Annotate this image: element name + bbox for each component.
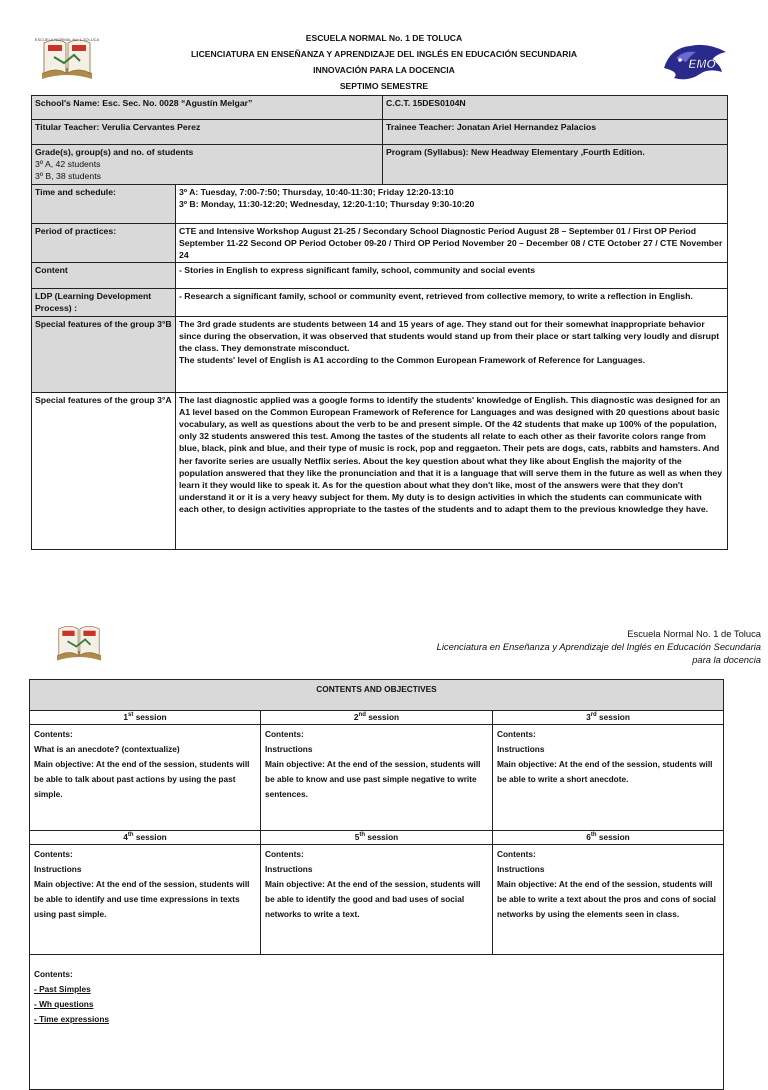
session-1-header: 1st session — [30, 711, 261, 725]
session-4-contents-label: Contents: — [34, 849, 73, 859]
contents-objectives-title: CONTENTS AND OBJECTIVES — [30, 680, 724, 711]
session-4-header: 4th session — [30, 831, 261, 845]
time-3b: 3º B: Monday, 11:30-12:20; Wednesday, 12:20-1:10; Thursday 9:30-10:20 — [179, 198, 475, 209]
emblem-text: EMO — [688, 57, 716, 71]
session-6-objective: Main objective: At the end of the session, students will be able to write a text about the pros and cons of social networks by using the elements seen in class. — [497, 879, 716, 919]
session-2-contents: Instructions — [265, 744, 313, 754]
trainee-teacher-cell: Trainee Teacher: Jonatan Ariel Hernandez Palacios — [383, 120, 728, 145]
features-3b-paragraph-1: The 3rd grade students are students between 14 and 15 years of age. They stand out for their somewhat inappropriate behavior since during the observation, it was observed that students would stand up from their place or start talking very loudly and disrupt the class. They demonstrate misconduct. — [179, 318, 720, 354]
session-3-objective: Main objective: At the end of the session, students will be able to write a short anecdote. — [497, 759, 713, 784]
school-info-table — [31, 95, 728, 550]
features-3b-paragraph-2: The students' level of English is A1 according to the Common European Framework of Reference for Languages. — [179, 355, 646, 366]
program-cell: Program (Syllabus): New Headway Elementary ,Fourth Edition. — [383, 145, 728, 185]
session-1-body — [30, 725, 261, 831]
cct-cell: C.C.T. 15DES0104N — [383, 96, 728, 120]
session-6-contents-label: Contents: — [497, 849, 536, 859]
session-3-body — [493, 725, 724, 831]
time-cell — [176, 184, 728, 223]
period-value: CTE and Intensive Workshop August 21-25 / Secondary School Diagnostic Period August 28 – September 01 / First OP Period September 11-22 Second OP Period October 09-20 / Third OP Period November 20 – December 08 / CTE October 27 / CTE November 24 — [176, 223, 728, 263]
page2-header-line-3: para la docencia — [692, 654, 761, 665]
contents-item-wh-questions: - Wh questions — [34, 999, 94, 1009]
header-line-2: LICENCIATURA EN ENSEÑANZA Y APRENDIZAJE DEL INGLÉS EN EDUCACIÓN SECUNDARIA — [190, 49, 578, 59]
header-line-4: SEPTIMO SEMESTRE — [339, 81, 429, 91]
features-3b-label: Special features of the group 3°B — [32, 316, 176, 392]
logo-text: ESCUELA NORMAL No. 1 TOLUCA — [34, 37, 100, 42]
grades-cell — [32, 145, 383, 185]
session-5-contents-label: Contents: — [265, 849, 304, 859]
session-3-contents: Instructions — [497, 744, 545, 754]
page1-header — [0, 30, 768, 94]
session-4-body — [30, 845, 261, 955]
session-4-contents: Instructions — [34, 864, 82, 874]
general-contents-label: Contents: — [34, 969, 73, 979]
session-1-contents: What is an anecdote? (contextualize) — [34, 744, 180, 754]
session-2-header: 2nd session — [261, 711, 493, 725]
grade-b: 3º B, 38 students — [35, 171, 101, 182]
session-2-objective: Main objective: At the end of the session, students will be able to know and use past simple negative to write sentences. — [265, 759, 481, 799]
ldp-value: - Research a significant family, school or community event, retrieved from collective memory, to write a reflection in English. — [176, 289, 728, 316]
school-name-cell: School's Name: Esc. Sec. No. 0028 “Agustín Melgar” — [32, 96, 383, 120]
session-1-objective: Main objective: At the end of the session, students will be able to talk about past actions by using the past simple. — [34, 759, 250, 799]
session-1-contents-label: Contents: — [34, 729, 73, 739]
grades-label: Grade(s), group(s) and no. of students — [35, 147, 194, 157]
content-value: - Stories in English to express significant family, school, community and social events — [176, 263, 728, 289]
session-5-objective: Main objective: At the end of the session, students will be able to identify the good and bad uses of social networks to write a text. — [265, 879, 481, 919]
header-line-3: INNOVACIÓN PARA LA DOCENCIA — [313, 65, 455, 75]
contents-objectives-table — [29, 679, 724, 1090]
header-line-1: ESCUELA NORMAL No. 1 DE TOLUCA — [305, 33, 463, 43]
session-4-objective: Main objective: At the end of the session, students will be able to identify and use time expressions in texts using past simple. — [34, 879, 250, 919]
session-6-header: 6th session — [493, 831, 724, 845]
session-3-contents-label: Contents: — [497, 729, 536, 739]
session-6-contents: Instructions — [497, 864, 545, 874]
contents-item-past-simples: - Past Simples — [34, 984, 91, 994]
eagle-emblem-logo — [660, 38, 730, 86]
general-contents-cell — [30, 955, 724, 1090]
session-5-header: 5th session — [261, 831, 493, 845]
contents-item-time-expressions: - Time expressions — [34, 1014, 110, 1024]
titular-teacher-cell: Titular Teacher: Verulia Cervantes Perez — [32, 120, 383, 145]
session-2-contents-label: Contents: — [265, 729, 304, 739]
time-label: Time and schedule: — [32, 184, 176, 223]
features-3a-value: The last diagnostic applied was a google forms to identify the students' knowledge of English. This diagnostic was designed for an A1 level based on the Common European Framework of Reference for Languages and was designed with 20 questions about basic vocabulary, as well as questions about the verb to be and present simple. Of the 42 students that make up 100% of the population, only 32 students answered this test. Among the tastes of the students all relate to each other as their favorite colors range from blue, black, pink and blue, and their type of music is rock, pop and reggaeton. Their pets are dogs, cats, rabbits and hamsters. And her favorite series are usually Netflix series. About the key question about what they like about English the majority of the population answered that they like the pronunciation and that it is a language that will serve them in the future as well as when they learn it they would like to speak it. As for the question about what they don't like, most of the answers were that they don't understand it or it is a very heavy subject for them. My duty is to design activities in which the students can communicate with each other, to design activities appropriate to the tastes of the students and to adapt them to the previous knowledge they have. — [176, 392, 728, 549]
features-3b-cell — [176, 316, 728, 392]
page2-header-line-2: Licenciatura en Enseñanza y Aprendizaje del Inglés en Educación Secundaria — [436, 641, 761, 652]
session-3-header: 3rd session — [493, 711, 724, 725]
session-2-body — [261, 725, 493, 831]
session-5-contents: Instructions — [265, 864, 313, 874]
page2-header — [341, 627, 761, 666]
ldp-label: LDP (Learning Development Process) : — [32, 289, 176, 316]
time-3a: 3º A: Tuesday, 7:00-7:50; Thursday, 10:40-11:30; Friday 12:20-13:10 — [179, 186, 454, 197]
school-crest-logo-small — [50, 620, 108, 666]
session-6-body — [493, 845, 724, 955]
features-3a-label: Special features of the group 3°A — [32, 392, 176, 549]
session-5-body — [261, 845, 493, 955]
grade-a: 3º A, 42 students — [35, 159, 101, 170]
content-label: Content — [32, 263, 176, 289]
period-label: Period of practices: — [32, 223, 176, 263]
page2-header-line-1: Escuela Normal No. 1 de Toluca — [627, 628, 761, 639]
